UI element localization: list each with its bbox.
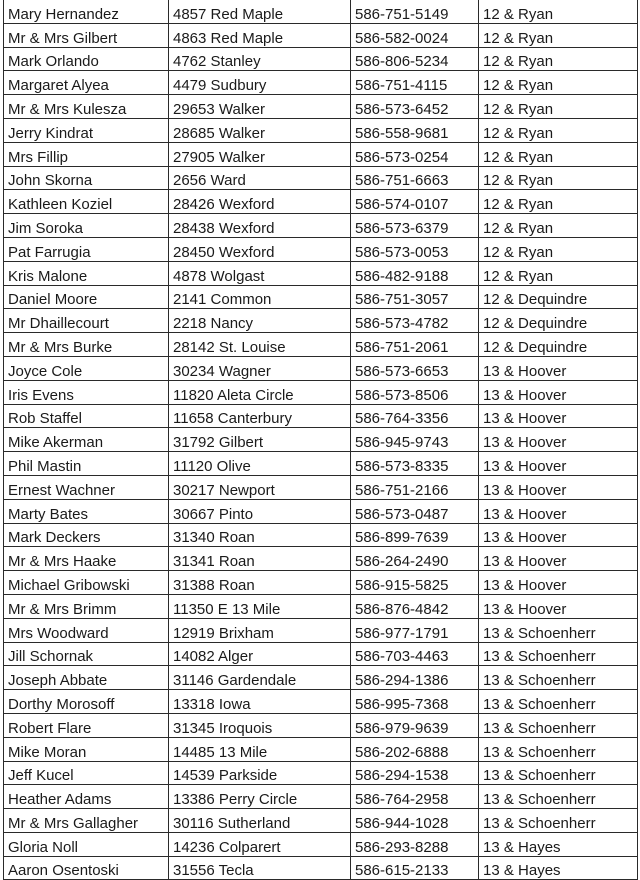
- table-row: [4, 190, 638, 214]
- area-cell: 13 & Hoover: [479, 475, 638, 499]
- contact-table: [3, 0, 638, 880]
- table-row: [4, 475, 638, 499]
- name-cell: Jerry Kindrat: [4, 118, 169, 142]
- name-cell: Kris Malone: [4, 261, 169, 285]
- name-cell: Daniel Moore: [4, 285, 169, 309]
- name-cell: Mrs Fillip: [4, 142, 169, 166]
- name-cell: Phil Mastin: [4, 452, 169, 476]
- table-row: [4, 95, 638, 119]
- area-cell: 13 & Hoover: [479, 523, 638, 547]
- name-cell: Joseph Abbate: [4, 666, 169, 690]
- address-cell: 30667 Pinto: [169, 499, 351, 523]
- name-cell: Marty Bates: [4, 499, 169, 523]
- area-cell: 12 & Ryan: [479, 0, 638, 23]
- address-cell: 31388 Roan: [169, 571, 351, 595]
- area-cell: 12 & Ryan: [479, 47, 638, 71]
- address-cell: 31556 Tecla: [169, 856, 351, 880]
- area-cell: 13 & Hoover: [479, 499, 638, 523]
- phone-cell: 586-995-7368: [351, 690, 479, 714]
- address-cell: 12919 Brixham: [169, 618, 351, 642]
- name-cell: Mr & Mrs Brimm: [4, 594, 169, 618]
- name-cell: Robert Flare: [4, 713, 169, 737]
- area-cell: 13 & Schoenherr: [479, 713, 638, 737]
- table-row: [4, 71, 638, 95]
- area-cell: 12 & Ryan: [479, 261, 638, 285]
- table-row: [4, 761, 638, 785]
- table-row: [4, 428, 638, 452]
- area-cell: 13 & Hayes: [479, 856, 638, 880]
- name-cell: Mr Dhaillecourt: [4, 309, 169, 333]
- table-row: [4, 285, 638, 309]
- area-cell: 13 & Schoenherr: [479, 642, 638, 666]
- address-cell: 30234 Wagner: [169, 356, 351, 380]
- table-row: [4, 356, 638, 380]
- area-cell: 12 & Ryan: [479, 190, 638, 214]
- area-cell: 13 & Schoenherr: [479, 618, 638, 642]
- address-cell: 14485 13 Mile: [169, 737, 351, 761]
- address-cell: 27905 Walker: [169, 142, 351, 166]
- phone-cell: 586-764-3356: [351, 404, 479, 428]
- contact-table-body: [4, 0, 638, 880]
- table-row: [4, 452, 638, 476]
- address-cell: 11820 Aleta Circle: [169, 380, 351, 404]
- table-row: [4, 261, 638, 285]
- phone-cell: 586-703-4463: [351, 642, 479, 666]
- area-cell: 12 & Ryan: [479, 23, 638, 47]
- phone-cell: 586-573-6452: [351, 95, 479, 119]
- phone-cell: 586-751-2166: [351, 475, 479, 499]
- table-row: [4, 690, 638, 714]
- name-cell: Iris Evens: [4, 380, 169, 404]
- name-cell: Michael Gribowski: [4, 571, 169, 595]
- phone-cell: 586-751-6663: [351, 166, 479, 190]
- phone-cell: 586-293-8288: [351, 832, 479, 856]
- address-cell: 2141 Common: [169, 285, 351, 309]
- address-cell: 13386 Perry Circle: [169, 785, 351, 809]
- phone-cell: 586-573-0254: [351, 142, 479, 166]
- address-cell: 28142 St. Louise: [169, 333, 351, 357]
- area-cell: 13 & Hoover: [479, 404, 638, 428]
- phone-cell: 586-751-4115: [351, 71, 479, 95]
- phone-cell: 586-294-1386: [351, 666, 479, 690]
- name-cell: Margaret Alyea: [4, 71, 169, 95]
- area-cell: 13 & Hoover: [479, 594, 638, 618]
- name-cell: Jim Soroka: [4, 214, 169, 238]
- phone-cell: 586-573-0053: [351, 237, 479, 261]
- name-cell: Mike Moran: [4, 737, 169, 761]
- address-cell: 31792 Gilbert: [169, 428, 351, 452]
- area-cell: 13 & Hoover: [479, 380, 638, 404]
- name-cell: Mike Akerman: [4, 428, 169, 452]
- phone-cell: 586-573-8335: [351, 452, 479, 476]
- table-row: [4, 618, 638, 642]
- area-cell: 12 & Ryan: [479, 214, 638, 238]
- address-cell: 31341 Roan: [169, 547, 351, 571]
- name-cell: Mr & Mrs Gallagher: [4, 809, 169, 833]
- address-cell: 31340 Roan: [169, 523, 351, 547]
- table-row: [4, 380, 638, 404]
- table-row: [4, 785, 638, 809]
- area-cell: 12 & Ryan: [479, 166, 638, 190]
- phone-cell: 586-751-5149: [351, 0, 479, 23]
- address-cell: 11658 Canterbury: [169, 404, 351, 428]
- area-cell: 13 & Hoover: [479, 428, 638, 452]
- table-row: [4, 666, 638, 690]
- address-cell: 14082 Alger: [169, 642, 351, 666]
- table-row: [4, 214, 638, 238]
- table-row: [4, 523, 638, 547]
- table-row: [4, 856, 638, 880]
- address-cell: 4878 Wolgast: [169, 261, 351, 285]
- phone-cell: 586-751-2061: [351, 333, 479, 357]
- table-row: [4, 809, 638, 833]
- table-row: [4, 118, 638, 142]
- area-cell: 13 & Schoenherr: [479, 809, 638, 833]
- name-cell: Pat Farrugia: [4, 237, 169, 261]
- name-cell: Mrs Woodward: [4, 618, 169, 642]
- name-cell: Mark Orlando: [4, 47, 169, 71]
- name-cell: John Skorna: [4, 166, 169, 190]
- table-row: [4, 832, 638, 856]
- address-cell: 4762 Stanley: [169, 47, 351, 71]
- phone-cell: 586-573-6379: [351, 214, 479, 238]
- name-cell: Mr & Mrs Haake: [4, 547, 169, 571]
- table-row: [4, 309, 638, 333]
- area-cell: 13 & Hoover: [479, 452, 638, 476]
- name-cell: Mr & Mrs Burke: [4, 333, 169, 357]
- phone-cell: 586-582-0024: [351, 23, 479, 47]
- phone-cell: 586-264-2490: [351, 547, 479, 571]
- table-row: [4, 23, 638, 47]
- address-cell: 11120 Olive: [169, 452, 351, 476]
- name-cell: Ernest Wachner: [4, 475, 169, 499]
- name-cell: Jill Schornak: [4, 642, 169, 666]
- address-cell: 30217 Newport: [169, 475, 351, 499]
- name-cell: Dorthy Morosoff: [4, 690, 169, 714]
- address-cell: 13318 Iowa: [169, 690, 351, 714]
- phone-cell: 586-202-6888: [351, 737, 479, 761]
- table-row: [4, 404, 638, 428]
- address-cell: 28685 Walker: [169, 118, 351, 142]
- table-row: [4, 642, 638, 666]
- area-cell: 13 & Schoenherr: [479, 690, 638, 714]
- area-cell: 12 & Dequindre: [479, 333, 638, 357]
- table-row: [4, 547, 638, 571]
- address-cell: 28426 Wexford: [169, 190, 351, 214]
- name-cell: Kathleen Koziel: [4, 190, 169, 214]
- name-cell: Mr & Mrs Kulesza: [4, 95, 169, 119]
- area-cell: 12 & Ryan: [479, 237, 638, 261]
- name-cell: Mark Deckers: [4, 523, 169, 547]
- phone-cell: 586-979-9639: [351, 713, 479, 737]
- area-cell: 12 & Ryan: [479, 142, 638, 166]
- phone-cell: 586-944-1028: [351, 809, 479, 833]
- address-cell: 4479 Sudbury: [169, 71, 351, 95]
- address-cell: 28450 Wexford: [169, 237, 351, 261]
- name-cell: Heather Adams: [4, 785, 169, 809]
- phone-cell: 586-876-4842: [351, 594, 479, 618]
- name-cell: Gloria Noll: [4, 832, 169, 856]
- phone-cell: 586-899-7639: [351, 523, 479, 547]
- address-cell: 14539 Parkside: [169, 761, 351, 785]
- area-cell: 12 & Ryan: [479, 118, 638, 142]
- address-cell: 11350 E 13 Mile: [169, 594, 351, 618]
- phone-cell: 586-294-1538: [351, 761, 479, 785]
- contact-list-sheet: [3, 0, 637, 880]
- address-cell: 31345 Iroquois: [169, 713, 351, 737]
- area-cell: 13 & Schoenherr: [479, 737, 638, 761]
- phone-cell: 586-573-8506: [351, 380, 479, 404]
- area-cell: 13 & Schoenherr: [479, 666, 638, 690]
- table-row: [4, 713, 638, 737]
- phone-cell: 586-764-2958: [351, 785, 479, 809]
- address-cell: 29653 Walker: [169, 95, 351, 119]
- phone-cell: 586-574-0107: [351, 190, 479, 214]
- table-row: [4, 47, 638, 71]
- address-cell: 28438 Wexford: [169, 214, 351, 238]
- phone-cell: 586-573-6653: [351, 356, 479, 380]
- area-cell: 13 & Schoenherr: [479, 761, 638, 785]
- phone-cell: 586-482-9188: [351, 261, 479, 285]
- table-row: [4, 333, 638, 357]
- table-row: [4, 571, 638, 595]
- table-row: [4, 594, 638, 618]
- area-cell: 13 & Hoover: [479, 356, 638, 380]
- phone-cell: 586-615-2133: [351, 856, 479, 880]
- area-cell: 13 & Hoover: [479, 571, 638, 595]
- area-cell: 13 & Hayes: [479, 832, 638, 856]
- address-cell: 14236 Colparert: [169, 832, 351, 856]
- phone-cell: 586-977-1791: [351, 618, 479, 642]
- table-row: [4, 166, 638, 190]
- address-cell: 4857 Red Maple: [169, 0, 351, 23]
- address-cell: 4863 Red Maple: [169, 23, 351, 47]
- address-cell: 30116 Sutherland: [169, 809, 351, 833]
- table-row: [4, 237, 638, 261]
- phone-cell: 586-558-9681: [351, 118, 479, 142]
- area-cell: 12 & Dequindre: [479, 309, 638, 333]
- table-row: [4, 0, 638, 23]
- name-cell: Aaron Osentoski: [4, 856, 169, 880]
- name-cell: Rob Staffel: [4, 404, 169, 428]
- phone-cell: 586-751-3057: [351, 285, 479, 309]
- area-cell: 13 & Schoenherr: [479, 785, 638, 809]
- table-row: [4, 737, 638, 761]
- area-cell: 12 & Ryan: [479, 95, 638, 119]
- phone-cell: 586-915-5825: [351, 571, 479, 595]
- phone-cell: 586-806-5234: [351, 47, 479, 71]
- phone-cell: 586-573-4782: [351, 309, 479, 333]
- area-cell: 12 & Dequindre: [479, 285, 638, 309]
- address-cell: 2656 Ward: [169, 166, 351, 190]
- name-cell: Joyce Cole: [4, 356, 169, 380]
- phone-cell: 586-573-0487: [351, 499, 479, 523]
- area-cell: 12 & Ryan: [479, 71, 638, 95]
- address-cell: 31146 Gardendale: [169, 666, 351, 690]
- table-row: [4, 499, 638, 523]
- area-cell: 13 & Hoover: [479, 547, 638, 571]
- name-cell: Mary Hernandez: [4, 0, 169, 23]
- table-row: [4, 142, 638, 166]
- address-cell: 2218 Nancy: [169, 309, 351, 333]
- phone-cell: 586-945-9743: [351, 428, 479, 452]
- name-cell: Jeff Kucel: [4, 761, 169, 785]
- name-cell: Mr & Mrs Gilbert: [4, 23, 169, 47]
